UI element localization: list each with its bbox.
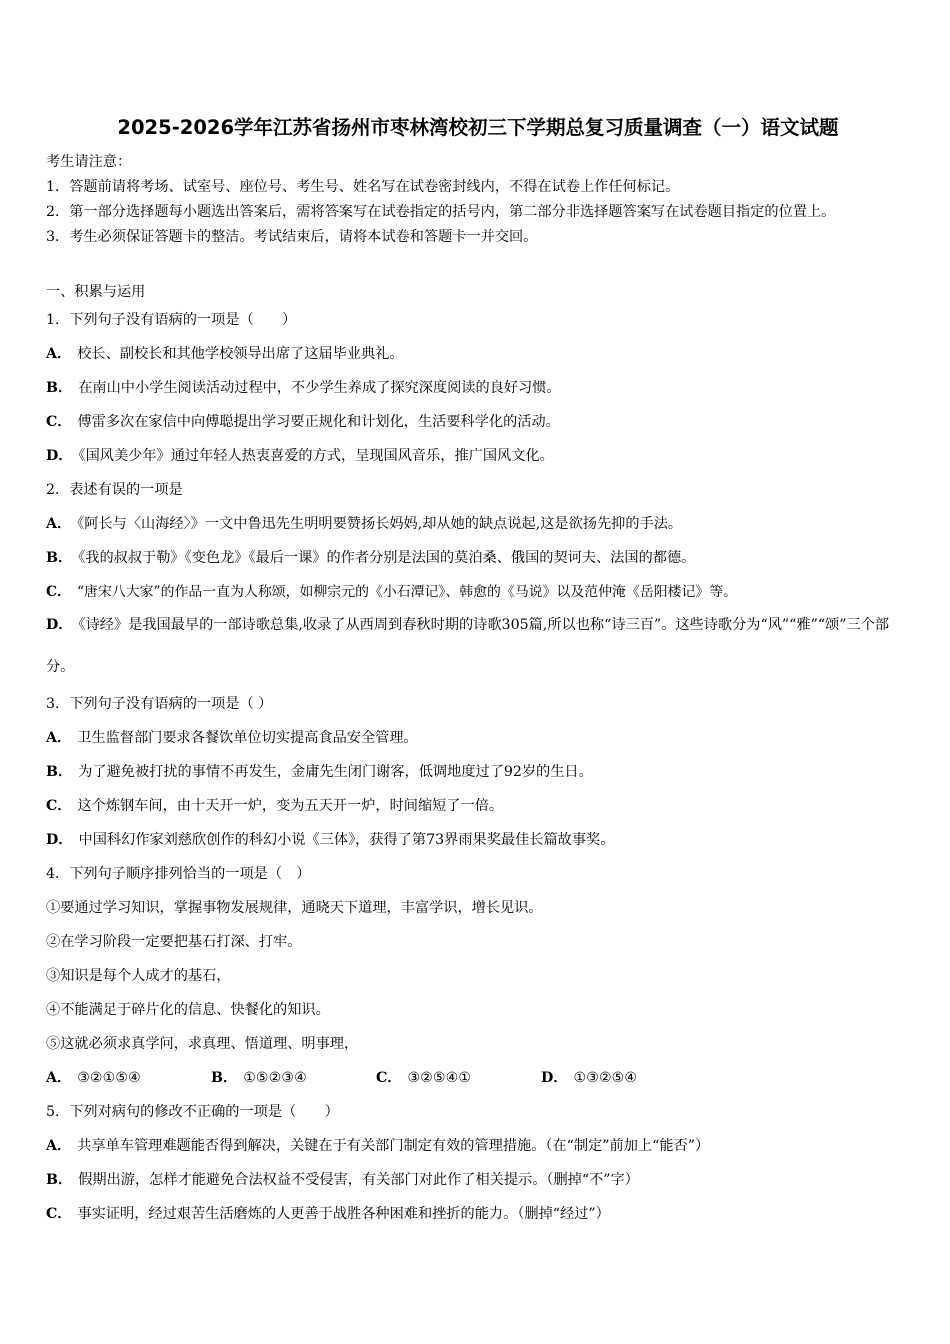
option-label: A． xyxy=(46,1138,72,1154)
question-4 xyxy=(46,862,910,1090)
option-label: A． xyxy=(46,516,72,532)
option-text: 《诗经》是我国最早的一部诗歌总集,收录了从西周到春秋时期的诗歌305篇,所以也称“诗三百”。这些诗歌分为“风”“雅”“颂”三个部分。 xyxy=(46,617,890,675)
option-label: A． xyxy=(46,730,72,746)
option-text: 校长、副校长和其他学校领导出席了这届毕业典礼。 xyxy=(77,346,404,362)
option-a xyxy=(46,342,910,366)
option-c xyxy=(376,1066,541,1090)
sentence-item: ①要通过学习知识，掌握事物发展规律，通晓天下道理，丰富学识，增长见识。 xyxy=(46,900,543,916)
option-a xyxy=(46,1066,211,1090)
option-text: 为了避免被打扰的事情不再发生，金庸先生闭门谢客，低调地度过了92岁的生日。 xyxy=(78,764,593,780)
option-d xyxy=(46,828,910,852)
section-heading: 一、积累与运用 xyxy=(46,284,146,300)
option-d xyxy=(541,1066,706,1090)
option-row xyxy=(46,1066,910,1090)
option-label: B． xyxy=(46,764,73,780)
option-b xyxy=(46,546,910,570)
option-text: 《国风美少年》通过年轻人热衷喜爱的方式，呈现国风音乐，推广国风文化。 xyxy=(78,448,554,464)
option-text: 《阿长与〈山海经〉》一文中鲁迅先生明明要赞扬长妈妈,却从她的缺点说起,这是欲扬先抑的手法。 xyxy=(77,516,683,532)
option-text: 共享单车管理难题能否得到解决，关键在于有关部门制定有效的管理措施。（在“制定”前加上“能否”） xyxy=(77,1138,710,1154)
option-a xyxy=(46,1134,910,1158)
notice-item: 3．考生必须保证答题卡的整洁。考试结束后，请将本试卷和答题卡一并交回。 xyxy=(46,229,538,245)
option-label: C． xyxy=(376,1070,402,1086)
option-text: 卫生监督部门要求各餐饮单位切实提高食品安全管理。 xyxy=(77,730,418,746)
option-text: 在南山中小学生阅读活动过程中，不少学生养成了探究深度阅读的良好习惯。 xyxy=(78,380,561,396)
option-label: C． xyxy=(46,798,72,814)
option-label: C． xyxy=(46,584,71,600)
option-label: D． xyxy=(46,617,73,633)
question-5 xyxy=(46,1100,910,1226)
question-3 xyxy=(46,692,910,852)
sentence-item: ⑤这就必须求真学问，求真理、悟道理、明事理， xyxy=(46,1036,359,1052)
notice-item: 2．第一部分选择题每小题选出答案后，需将答案写在试卷指定的括号内，第二部分非选择题答案写在试卷题目指定的位置上。 xyxy=(46,204,836,220)
option-b xyxy=(211,1066,376,1090)
option-c xyxy=(46,580,910,604)
question-stem: 2．表述有误的一项是 xyxy=(46,482,183,498)
question-stem: 4．下列句子顺序排列恰当的一项是（ ） xyxy=(46,866,311,882)
notice-heading: 考生请注意： xyxy=(46,154,132,170)
option-a xyxy=(46,726,910,750)
option-b xyxy=(46,376,910,400)
option-b xyxy=(46,1168,910,1192)
option-d xyxy=(46,444,910,468)
option-b xyxy=(46,760,910,784)
option-text: 这个炼钢车间，由十天开一炉，变为五天开一炉，时间缩短了一倍。 xyxy=(77,798,504,814)
option-label: D． xyxy=(541,1070,568,1086)
option-text: ①③②⑤④ xyxy=(573,1070,638,1086)
option-label: A． xyxy=(46,1070,72,1086)
option-label: C． xyxy=(46,414,72,430)
option-label: A． xyxy=(46,346,72,362)
option-text: 傅雷多次在家信中向傅聪提出学习要正规化和计划化，生活要科学化的活动。 xyxy=(77,414,560,430)
option-label: B． xyxy=(211,1070,238,1086)
sentence-item: ②在学习阶段一定要把基石打深、打牢。 xyxy=(46,934,302,950)
question-1 xyxy=(46,308,910,468)
notice-item: 1．答题前请将考场、试室号、座位号、考生号、姓名写在试卷密封线内，不得在试卷上作任何标记。 xyxy=(46,179,680,195)
option-label: C． xyxy=(46,1206,72,1222)
option-label: B． xyxy=(46,380,73,396)
notice-block xyxy=(46,150,910,250)
option-a xyxy=(46,512,910,536)
option-label: D． xyxy=(46,832,73,848)
sentence-item: ③知识是每个人成才的基石， xyxy=(46,968,231,984)
option-label: B． xyxy=(46,550,73,566)
option-label: D． xyxy=(46,448,73,464)
option-text: ①⑤②③④ xyxy=(243,1070,307,1086)
option-label: B． xyxy=(46,1172,73,1188)
option-text: 《我的叔叔于勒》《变色龙》《最后一课》的作者分别是法国的莫泊桑、俄国的契诃夫、法国的都德。 xyxy=(78,550,696,566)
option-text: ③②⑤④① xyxy=(407,1070,472,1086)
question-stem: 5．下列对病句的修改不正确的一项是（ ） xyxy=(46,1104,339,1120)
option-text: “唐宋八大家”的作品一直为人称颂，如柳宗元的《小石潭记》、韩愈的《马说》以及范仲淹《岳阳楼记》等。 xyxy=(76,584,738,600)
option-c xyxy=(46,794,910,818)
question-stem: 3．下列句子没有语病的一项是（ ） xyxy=(46,696,273,712)
option-text: 事实证明，经过艰苦生活磨炼的人更善于战胜各种困难和挫折的能力。（删掉“经过”） xyxy=(77,1206,610,1222)
option-c xyxy=(46,1202,910,1226)
option-d xyxy=(46,604,910,688)
option-text: 中国科幻作家刘慈欣创作的科幻小说《三体》，获得了第73界雨果奖最佳长篇故事奖。 xyxy=(78,832,615,848)
question-stem: 1．下列句子没有语病的一项是（ ） xyxy=(46,312,297,328)
sentence-item: ④不能满足于碎片化的信息、快餐化的知识。 xyxy=(46,1002,330,1018)
option-c xyxy=(46,410,910,434)
option-text: 假期出游，怎样才能避免合法权益不受侵害，有关部门对此作了相关提示。（删掉“不”字） xyxy=(78,1172,639,1188)
exam-title: 2025-2026学年江苏省扬州市枣林湾校初三下学期总复习质量调查（一）语文试题 xyxy=(117,116,839,139)
option-text: ③②①⑤④ xyxy=(77,1070,141,1086)
question-2 xyxy=(46,478,910,688)
exam-page xyxy=(46,112,910,1226)
